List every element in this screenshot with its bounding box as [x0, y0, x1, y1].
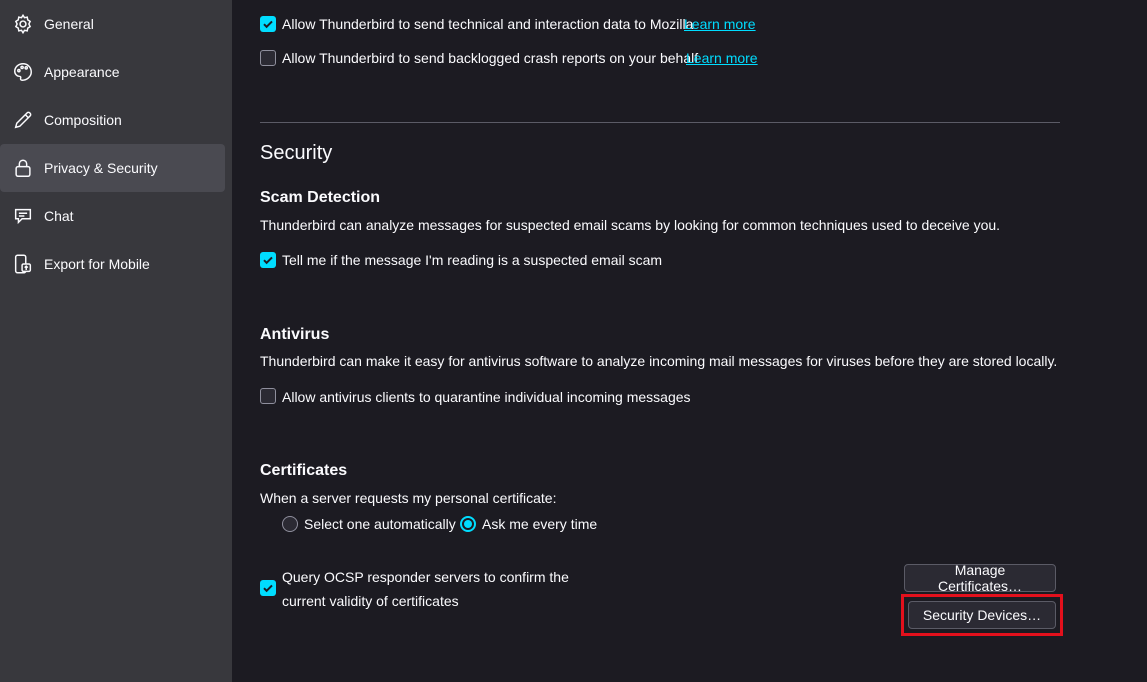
certificates-heading: Certificates	[260, 462, 348, 479]
manage-certificates-button[interactable]: Manage Certificates…	[904, 564, 1056, 592]
crash-reports-learn-more-link[interactable]: Learn more	[686, 50, 758, 66]
select-automatically-label: Select one automatically	[304, 516, 456, 532]
chat-icon	[12, 205, 34, 227]
crash-reports-checkbox[interactable]	[260, 50, 276, 66]
lock-icon	[12, 157, 34, 179]
sidebar-item-general[interactable]	[0, 0, 225, 48]
ask-every-time-label: Ask me every time	[482, 516, 598, 532]
technical-data-learn-more-link[interactable]: Learn more	[684, 16, 756, 32]
gear-icon	[12, 13, 34, 35]
sidebar-item-label: Composition	[44, 112, 122, 128]
scam-detection-label: Tell me if the message I'm reading is a suspected email scam	[282, 252, 663, 268]
ocsp-label-line2: current validity of certificates	[282, 593, 459, 609]
section-divider	[260, 122, 1060, 123]
mobile-export-icon	[12, 253, 34, 275]
certificates-prompt: When a server requests my personal certificate:	[260, 490, 557, 506]
settings-pane	[232, 0, 1147, 682]
sidebar-item-export-mobile[interactable]	[0, 240, 225, 288]
ocsp-checkbox[interactable]	[260, 580, 276, 596]
sidebar-item-label: Chat	[44, 208, 74, 224]
technical-data-checkbox[interactable]	[260, 16, 276, 32]
sidebar-item-chat[interactable]	[0, 192, 225, 240]
sidebar	[0, 0, 232, 682]
palette-icon	[12, 61, 34, 83]
antivirus-checkbox[interactable]	[260, 388, 276, 404]
scam-detection-heading: Scam Detection	[260, 189, 381, 206]
sidebar-item-label: General	[44, 16, 94, 32]
sidebar-item-composition[interactable]	[0, 96, 225, 144]
pencil-icon	[12, 109, 34, 131]
sidebar-item-privacy-security[interactable]	[0, 144, 225, 192]
crash-reports-label: Allow Thunderbird to send backlogged crash reports on your behalf	[282, 50, 699, 66]
ocsp-label-line1: Query OCSP responder servers to confirm the	[282, 569, 569, 585]
antivirus-description: Thunderbird can make it easy for antivirus software to analyze incoming mail messages for viruses before they are stored locally.	[260, 353, 1058, 369]
security-devices-button[interactable]: Security Devices…	[908, 601, 1056, 629]
scam-detection-checkbox[interactable]	[260, 252, 276, 268]
highlight-box	[901, 594, 1063, 636]
antivirus-heading: Antivirus	[260, 326, 330, 343]
ask-every-time-radio[interactable]	[460, 516, 476, 532]
sidebar-item-appearance[interactable]	[0, 48, 225, 96]
technical-data-label: Allow Thunderbird to send technical and interaction data to Mozilla	[282, 16, 694, 32]
scam-detection-description: Thunderbird can analyze messages for suspected email scams by looking for common techniques used to deceive you.	[260, 217, 1001, 233]
select-automatically-radio[interactable]	[282, 516, 298, 532]
sidebar-item-label: Appearance	[44, 64, 120, 80]
sidebar-item-label: Export for Mobile	[44, 256, 150, 272]
security-section-title: Security	[260, 142, 333, 164]
antivirus-label: Allow antivirus clients to quarantine individual incoming messages	[282, 389, 691, 405]
sidebar-item-label: Privacy & Security	[44, 160, 158, 176]
